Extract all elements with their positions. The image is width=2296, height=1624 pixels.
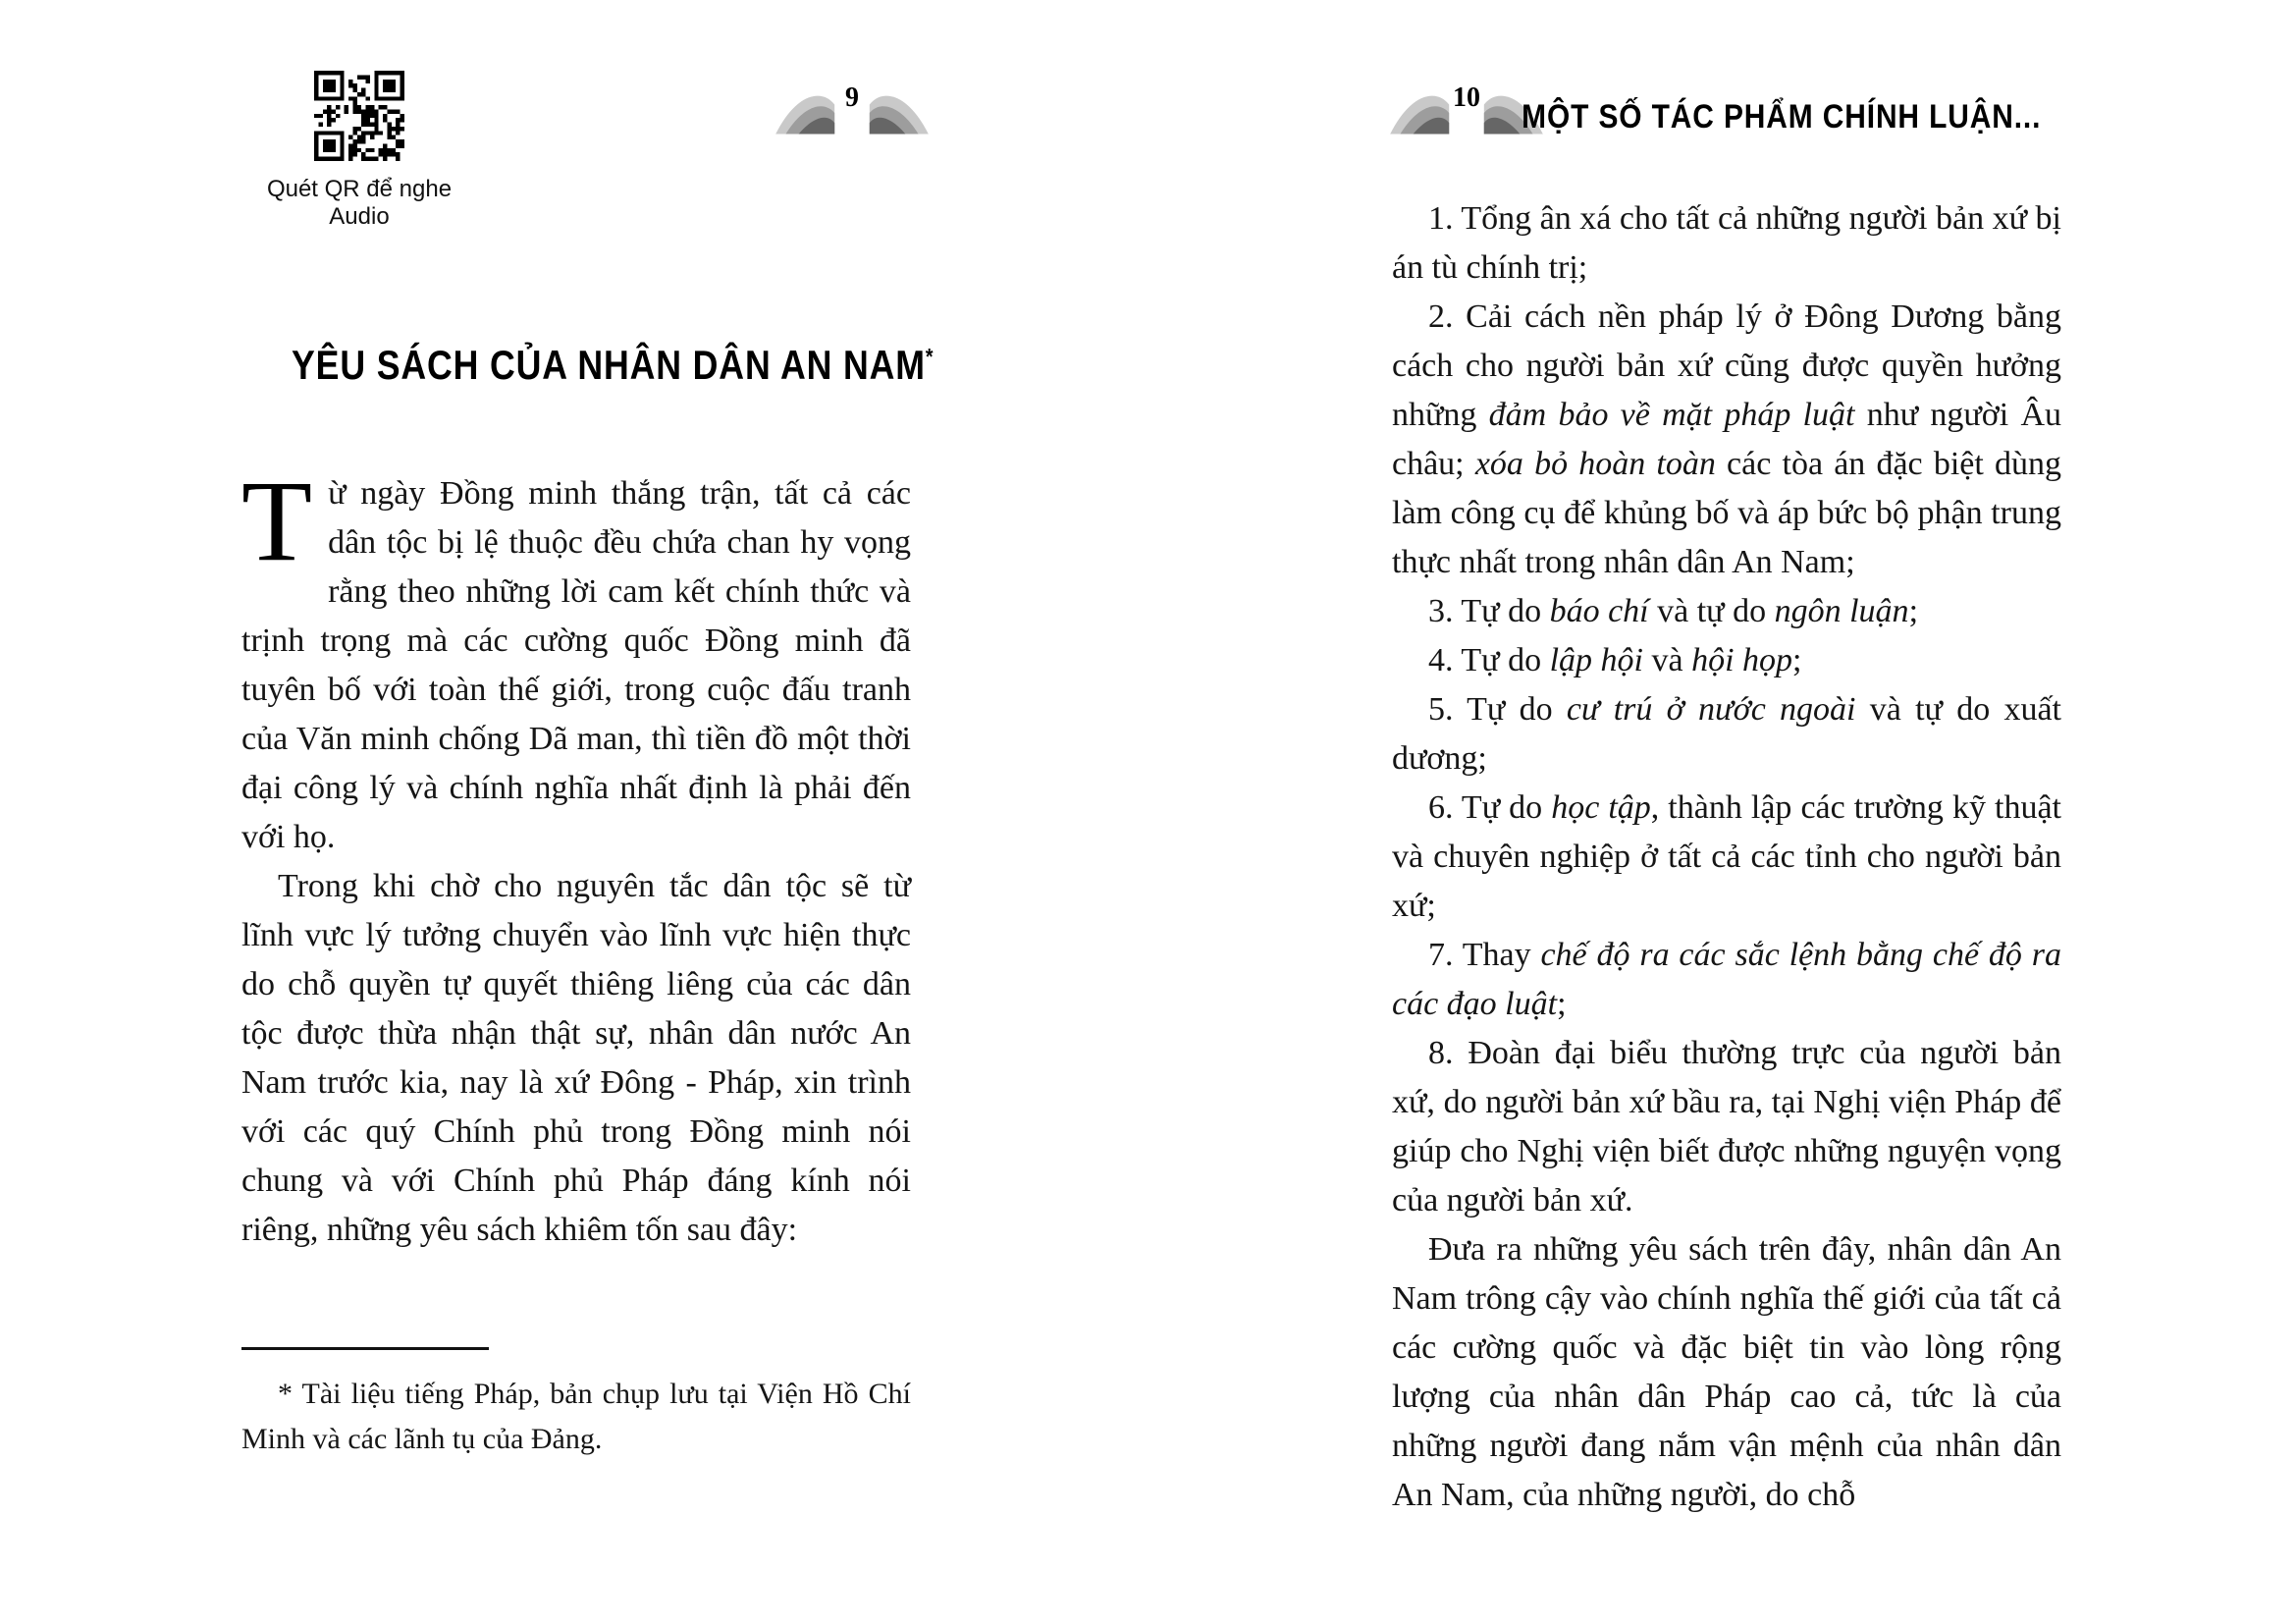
italic-text: ngôn luận (1774, 593, 1909, 629)
qr-code-icon (314, 71, 404, 161)
paragraph (1392, 293, 2061, 587)
text-run: các tòa án đặc biệt dùng làm công cụ để khủng bố và áp bức bộ phận trung thực nhất trong nhân dân An Nam; (1392, 446, 2061, 580)
footnote (241, 1347, 911, 1462)
italic-text: hội họp (1691, 642, 1793, 678)
text-run: ; (1557, 986, 1567, 1022)
text-run: 6. Tự do (1428, 789, 1552, 826)
text-run: ; (1792, 642, 1802, 678)
footnote-text: * Tài liệu tiếng Pháp, bản chụp lưu tại Viện Hồ Chí Minh và các lãnh tụ của Đảng. (241, 1378, 911, 1455)
italic-text: đảm bảo về mặt pháp luật (1488, 397, 1855, 433)
qr-caption: Quét QR để nghe Audio (266, 176, 453, 230)
paragraph (1392, 784, 2061, 931)
text-run: ừ ngày Đồng minh thắng trận, tất cả các dân tộc bị lệ thuộc đều chứa chan hy vọng rằng theo những lời cam kết chính thức và trịnh trọng mà các cường quốc Đồng minh đã tuyên bố với toàn thế giới, trong cuộc đấu tranh của Văn minh chống Dã man, thì tiền đồ một thời đại công lý và chính nghĩa nhất định là phải đến với họ. (241, 475, 911, 855)
book-ornament-icon (774, 82, 931, 141)
text-run: 7. Thay (1428, 937, 1541, 973)
paragraph (1392, 1225, 2061, 1520)
running-header-title: MỘT SỐ TÁC PHẨM CHÍNH LUẬN... (1521, 98, 2041, 135)
text-run: như người Âu châu; (1392, 397, 2061, 482)
chapter-title (292, 342, 934, 389)
italic-text: học tập (1551, 789, 1651, 826)
paragraph (1392, 587, 2061, 636)
qr-block (245, 71, 473, 231)
drop-cap: T (241, 457, 313, 585)
italic-text: chế độ ra các sắc lệnh bằng chế độ ra các đạo luật (1392, 937, 2061, 1022)
chapter-title-text: YÊU SÁCH CỦA NHÂN DÂN AN NAM (292, 342, 926, 388)
paragraph (241, 457, 911, 862)
text-run: và (1643, 642, 1692, 678)
paragraph (1392, 1029, 2061, 1225)
page-number: 9 (845, 82, 859, 113)
text-run: 8. Đoàn đại biểu thường trực của người bản xứ, do người bản xứ bầu ra, tại Nghị viện Pháp để giúp cho Nghị viện biết được những nguyện vọng của người bản xứ. (1392, 1035, 2061, 1218)
text-run: 2. Cải cách nền pháp lý ở Đông Dương bằng cách cho người bản xứ cũng được quyền hưởng những (1392, 298, 2061, 433)
title-footnote-marker: * (925, 344, 934, 369)
paragraph (1392, 931, 2061, 1029)
paragraph (241, 862, 911, 1255)
text-run: và tự do (1648, 593, 1775, 629)
right-page-body (1392, 194, 2061, 1520)
text-run: 3. Tự do (1428, 593, 1550, 629)
text-run: , thành lập các trường kỹ thuật và chuyên nghiệp ở tất cả các tỉnh cho người bản xứ; (1392, 789, 2061, 924)
footnote-rule (241, 1347, 489, 1350)
paragraph (1392, 685, 2061, 784)
text-run: và tự do xuất dương; (1392, 691, 2061, 777)
italic-text: lập hội (1549, 642, 1643, 678)
italic-text: xóa bỏ hoàn toàn (1474, 446, 1716, 482)
text-run: Đưa ra những yêu sách trên đây, nhân dân An Nam trông cậy vào chính nghĩa thế giới của tất cả các cường quốc và đặc biệt tin vào lòng rộng lượng của nhân dân Pháp cao cả, tức là của những người đang nắm vận mệnh của nhân dân An Nam, của những người, do chỗ (1392, 1231, 2061, 1513)
paragraph (1392, 194, 2061, 293)
text-run: Trong khi chờ cho nguyên tắc dân tộc sẽ từ lĩnh vực lý tưởng chuyển vào lĩnh vực hiện thực do chỗ quyền tự quyết thiêng liêng của các dân tộc được thừa nhận thật sự, nhân dân nước An Nam trước kia, nay là xứ Đông - Pháp, xin trình với các quý Chính phủ trong Đồng minh nói chung và với Chính phủ Pháp đáng kính nói riêng, những yêu sách khiêm tốn sau đây: (241, 868, 911, 1248)
italic-text: cư trú ở nước ngoài (1566, 691, 1856, 728)
text-run: 4. Tự do (1428, 642, 1550, 678)
left-page-body (241, 457, 911, 1255)
page-number: 10 (1453, 82, 1480, 113)
text-run: 5. Tự do (1428, 691, 1567, 728)
text-run: ; (1908, 593, 1919, 629)
text-run: 1. Tổng ân xá cho tất cả những người bản xứ bị án tù chính trị; (1392, 200, 2061, 286)
italic-text: báo chí (1549, 593, 1649, 629)
paragraph (1392, 636, 2061, 685)
